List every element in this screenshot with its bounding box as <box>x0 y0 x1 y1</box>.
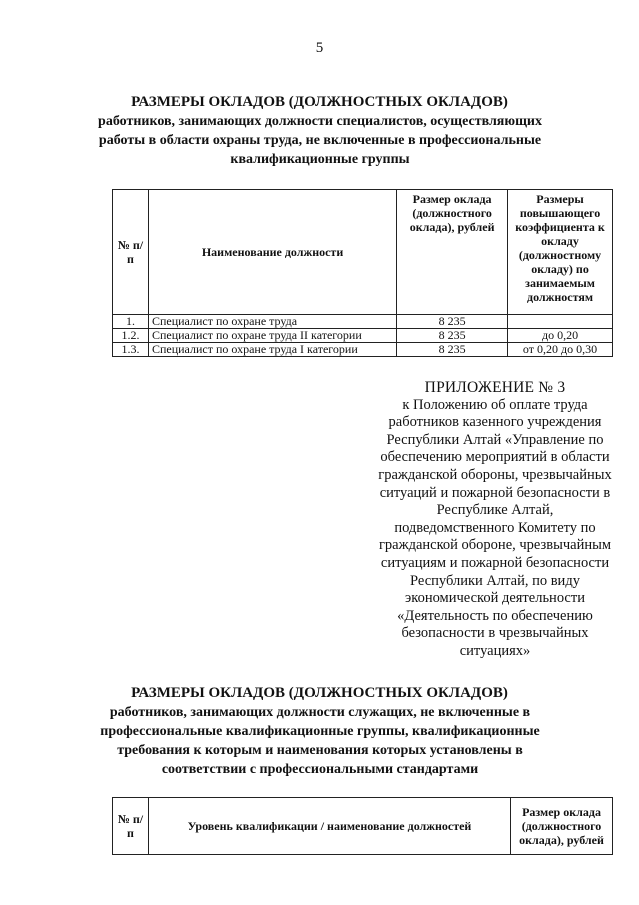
row-coef: от 0,20 до 0,30 <box>508 343 613 357</box>
appendix-line: безопасности в чрезвычайных <box>401 625 589 642</box>
row-salary: 8 235 <box>397 343 508 357</box>
row-salary: 8 235 <box>397 329 508 343</box>
appendix-line: к Положению об оплате труда <box>402 396 588 413</box>
table-header-row <box>113 190 613 315</box>
row-name: Специалист по охране труда I категории <box>148 343 396 357</box>
header-salary: Размер оклада (должностного оклада), рублей <box>511 798 613 855</box>
appendix-line: «Деятельность по обеспечению <box>397 607 593 624</box>
table-header-row <box>113 798 613 855</box>
appendix-block <box>360 379 630 661</box>
appendix-heading: ПРИЛОЖЕНИЕ № 3 <box>424 379 566 396</box>
appendix-line: работников казенного учреждения <box>388 414 602 431</box>
header-coef: Размеры повышающего коэффициента к окладу (должностному окладу) по занимаемым должностям <box>508 190 613 315</box>
row-name: Специалист по охране труда II категории <box>148 329 396 343</box>
row-num: 1.3. <box>113 343 149 357</box>
section1-subtitle: работников, занимающих должности специалистов, осуществляющих работы в области охраны труда, не включенные в профессиональные квалификационные группы <box>98 114 542 167</box>
table-row <box>113 329 613 343</box>
table-row <box>113 315 613 329</box>
row-num: 1. <box>113 315 149 329</box>
appendix-line: Республики Алтай, по виду <box>410 572 580 589</box>
row-coef: до 0,20 <box>508 329 613 343</box>
salary-table-1 <box>112 189 613 357</box>
section1-title: РАЗМЕРЫ ОКЛАДОВ (ДОЛЖНОСТНЫХ ОКЛАДОВ) <box>131 94 508 110</box>
page-number: 5 <box>315 40 324 56</box>
salary-table-2 <box>112 797 613 855</box>
appendix-line: ситуаций и пожарной безопасности в <box>379 484 611 501</box>
appendix-line: Республике Алтай, <box>436 502 554 519</box>
row-salary: 8 235 <box>397 315 508 329</box>
appendix-line: гражданской обороны, чрезвычайных <box>378 466 612 483</box>
section2-subtitle: работников, занимающих должности служащих, не включенные в профессиональные квалификационные группы, квалификационные требования к которым и наименования которых установлены в соответствии с профессиональными стандартами <box>100 705 540 777</box>
appendix-line: подведомственного Комитету по <box>394 519 596 536</box>
appendix-line: ситуациям и пожарной безопасности <box>380 554 610 571</box>
header-num: № п/п <box>113 798 149 855</box>
appendix-line: обеспечению мероприятий в области <box>380 449 610 466</box>
section2-title: РАЗМЕРЫ ОКЛАДОВ (ДОЛЖНОСТНЫХ ОКЛАДОВ) <box>131 685 508 701</box>
table-row <box>113 343 613 357</box>
appendix-line: экономической деятельности <box>405 590 585 607</box>
row-name: Специалист по охране труда <box>148 315 396 329</box>
appendix-line: гражданской обороне, чрезвычайным <box>378 537 612 554</box>
row-num: 1.2. <box>113 329 149 343</box>
header-name: Наименование должности <box>148 190 396 315</box>
header-salary: Размер оклада (должностного оклада), рублей <box>397 190 508 315</box>
appendix-line: Республики Алтай «Управление по <box>386 431 604 448</box>
row-coef <box>508 315 613 329</box>
appendix-line: ситуациях» <box>459 642 531 659</box>
header-num: № п/п <box>113 190 149 315</box>
header-name: Уровень квалификации / наименование должностей <box>148 798 510 855</box>
